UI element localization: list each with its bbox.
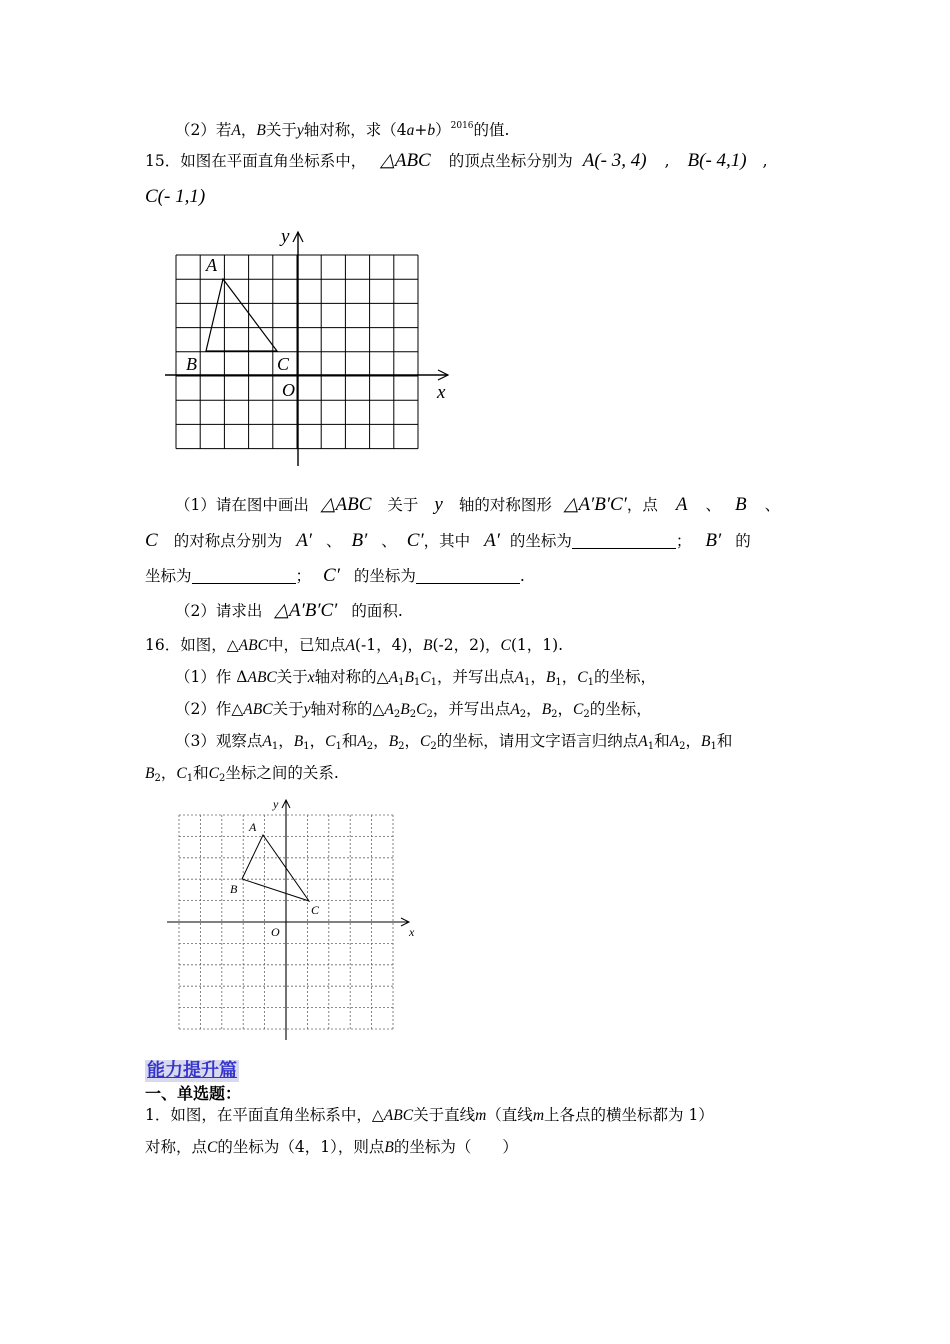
q15-label-c: C bbox=[277, 354, 290, 374]
q16-triangle-abc bbox=[242, 835, 309, 901]
subsection-title: 一、单选题： bbox=[145, 1084, 242, 1103]
section-title: 能力提升篇 bbox=[147, 1060, 237, 1081]
q1-line1: 1．如图，在平面直角坐标系中，△ABC关于直线m（直线m上各点的横坐标都为 1） bbox=[145, 1106, 714, 1124]
q16-grid-figure bbox=[165, 794, 425, 1044]
q15-part1-line1: （1）请在图中画出 △ABC 关于 y 轴的对称图形 △A′B′C′，点 A 、 B 、 bbox=[175, 494, 781, 515]
q15-grid-figure bbox=[160, 222, 460, 472]
q16-label-x: x bbox=[409, 925, 415, 939]
q15-point-c: C(- 1,1) bbox=[145, 186, 206, 207]
q15-label-b: B bbox=[186, 354, 197, 374]
q15-label-x: x bbox=[437, 382, 446, 403]
q16-part1: （1）作 ΔABC关于x轴对称的$\triangle A_1B_1C_1$，并写出点$A_1$，$B_1$，$C_1$的坐标， bbox=[175, 668, 656, 688]
q15-part1-line3: 坐标为 ； C′ 的坐标为 . bbox=[145, 565, 525, 586]
q16-label-y: y bbox=[273, 797, 279, 811]
answer-blank-c-prime[interactable] bbox=[416, 567, 520, 584]
q1-line2: 对称，点C的坐标为（4，1），则点B的坐标为（ ） bbox=[145, 1138, 518, 1156]
q15-part2: （2）请求出 △A′B′C′ 的面积. bbox=[175, 600, 403, 621]
q16-label-a: A bbox=[249, 820, 257, 834]
q16-part3-line1: （3）观察点$A_1$，$B_1$，$C_1$和$A_2$，$B_2$，$C_2$的坐标，请用文字语言归纳点$A_1$和$A_2$，$B_1$和 bbox=[175, 732, 733, 752]
q15-label-y: y bbox=[281, 226, 290, 247]
q16-part3-line2: $B_2$，$C_1$和$C_2$坐标之间的关系. bbox=[145, 764, 339, 784]
answer-blank-a-prime[interactable] bbox=[572, 532, 676, 549]
q15-intro: 15．如图在平面直角坐标系中， △ABC 的顶点坐标分别为 A(- 3, 4) , B(- 4,1) , bbox=[145, 150, 768, 171]
q16-label-c: C bbox=[311, 903, 320, 917]
q15-triangle-abc bbox=[206, 279, 277, 351]
q15-part1-line2: C 的对称点分别为 A′ 、 B′ 、 C′，其中 A′ 的坐标为 ； B′ 的 bbox=[145, 530, 751, 551]
q16-intro: 16．如图，△ABC中，已知点A(-1，4)，B(-2，2)，C(1，1). bbox=[145, 636, 564, 654]
q16-part2: （2）作△ABC关于y轴对称的$\triangle A_2B_2C_2$，并写出点$A_2$，$B_2$，$C_2$的坐标， bbox=[175, 700, 652, 720]
q15-label-o: O bbox=[282, 380, 295, 400]
q16-label-b: B bbox=[230, 882, 238, 896]
q14-part2: （2）若A，B关于y轴对称，求$(4a+b)^{2016}$的值. bbox=[175, 121, 510, 139]
answer-blank-b-prime[interactable] bbox=[192, 567, 296, 584]
q15-label-a: A bbox=[206, 255, 217, 275]
q16-label-o: O bbox=[271, 925, 280, 939]
